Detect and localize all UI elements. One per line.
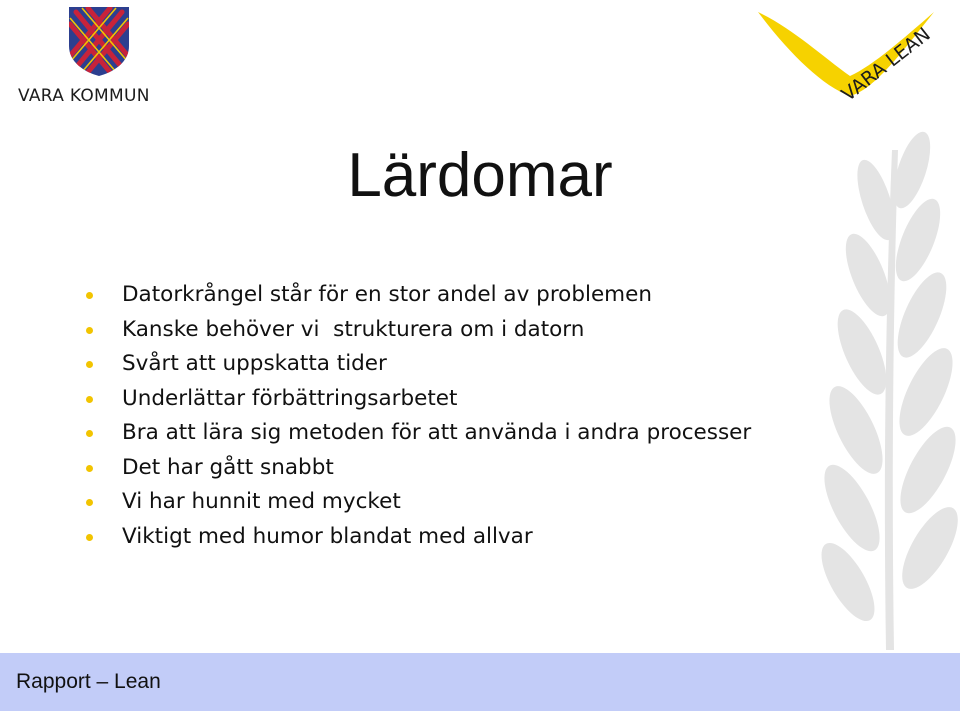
bullet-dot-icon	[86, 327, 93, 334]
vara-kommun-label: VARA KOMMUN	[18, 86, 150, 106]
bullet-text: Underlättar förbättringsarbetet	[122, 385, 458, 411]
bullet-dot-icon	[86, 396, 93, 403]
footer-text: Rapport – Lean	[16, 670, 161, 693]
bullet-item	[86, 382, 751, 417]
bullet-item	[86, 313, 751, 348]
vara-kommun-shield-icon	[66, 4, 132, 78]
bullet-item	[86, 451, 751, 486]
vara-lean-logo-icon	[752, 6, 942, 108]
bullet-dot-icon	[86, 534, 93, 541]
bullet-dot-icon	[86, 361, 93, 368]
bullet-text: Viktigt med humor blandat med allvar	[122, 523, 533, 549]
bullet-dot-icon	[86, 430, 93, 437]
bullet-text: Kanske behöver vi strukturera om i datorn	[122, 316, 585, 342]
bullet-text: Bra att lära sig metoden för att använda i andra processer	[122, 420, 752, 445]
bullet-dot-icon	[86, 465, 93, 472]
footer-bar	[0, 653, 960, 711]
bullet-item	[86, 347, 751, 382]
bullet-list	[86, 278, 751, 554]
bullet-text: Datorkrångel står för en stor andel av problemen	[122, 282, 652, 307]
bullet-item	[86, 485, 751, 520]
bullet-text: Vi har hunnit med mycket	[122, 489, 401, 514]
bullet-dot-icon	[86, 499, 93, 506]
bullet-text: Svårt att uppskatta tider	[122, 351, 387, 376]
slide-title: Lärdomar	[347, 141, 613, 210]
vara-lean-logo	[752, 6, 942, 108]
bullet-item	[86, 520, 751, 555]
bullet-dot-icon	[86, 292, 93, 299]
vara-kommun-logo	[14, 4, 184, 108]
bullet-item	[86, 278, 751, 313]
bullet-text: Det har gått snabbt	[122, 454, 334, 480]
vara-lean-label: VARA LEAN	[837, 23, 935, 106]
bullet-item	[86, 416, 751, 451]
